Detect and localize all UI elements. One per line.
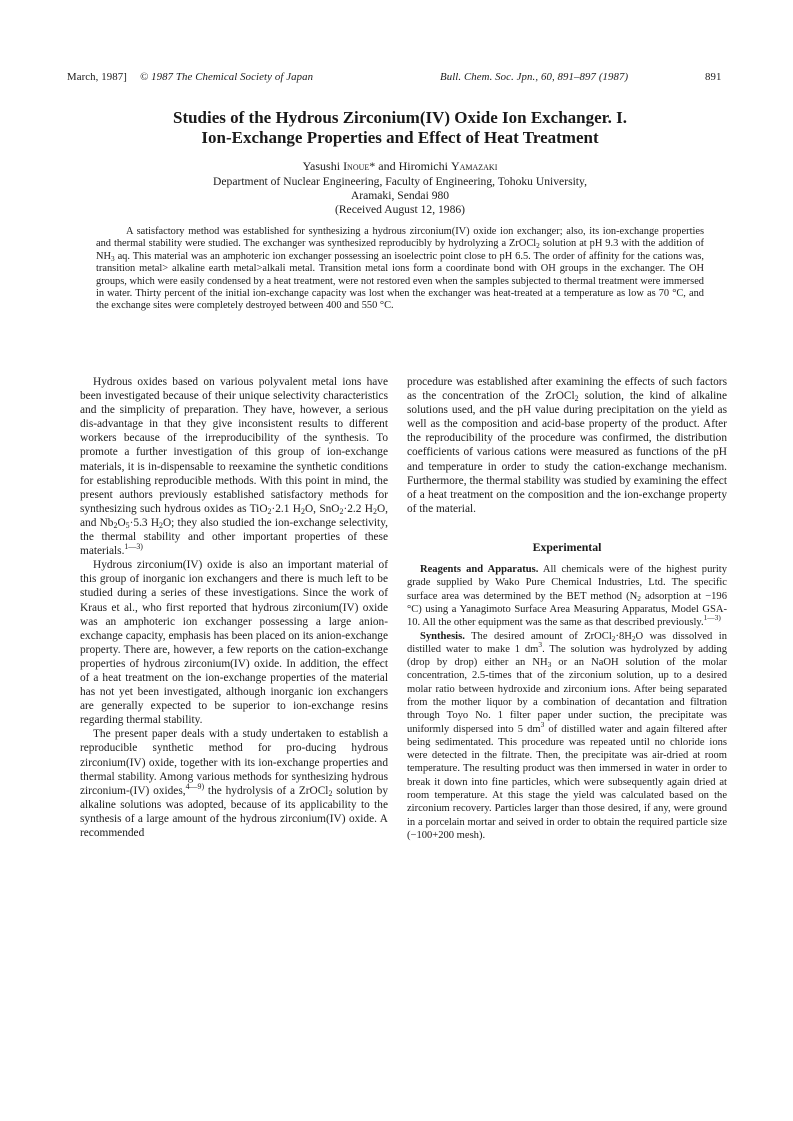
corresponding-mark: * xyxy=(369,159,376,173)
author2-first: Hiromichi xyxy=(398,159,451,173)
section-heading-experimental: Experimental xyxy=(532,539,602,554)
article-title-line-1: Studies of the Hydrous Zirconium(IV) Oxide Ion Exchanger. I. xyxy=(172,108,628,127)
body-text: ·2.2 H xyxy=(343,502,373,515)
body-text: All chemicals were of the highest purity grade supplied by Wako Pure Chemical Industries, Ltd. The specific surface area was determined by the BET method (N xyxy=(407,564,728,602)
abstract-text: solution at pH 9.3 with the addition of NH xyxy=(96,238,704,262)
body-text: . The solution was hydrolyzed by adding (drop by drop) either an NH xyxy=(407,643,727,669)
abstract-text: aq. This material was an amphoteric ion exchanger possessing an isoelectric point close to pH 6.5. The order of affinity for the cations was, transition metal> alkaline earth metal>alkali metal. Transition metal ions form a coordinate bond with OH groups in the exchanger. The OH groups, which were easily condensed by a heat treatment, were not restored even when the samples subjected to thermal treatment were immersed in water. Thirty percent of the initial ion-exchange capacity was lost when the exchanger was heat-treated at a temperature as low as 70 °C, and the exchange sites were completely destroyed between 400 and 550 °C. xyxy=(96,250,704,312)
body-text: ·5.3 H xyxy=(129,516,160,529)
journal-citation: Bull. Chem. Soc. Jpn., 60, 891–897 (1987) xyxy=(440,71,629,83)
subscript: 2 xyxy=(113,520,118,530)
superscript: 3 xyxy=(540,719,545,729)
body-text: Hydrous zirconium(IV) oxide is also an important material of this group of inorganic ion exchangers and there is much left to be studied during a series of these investigations. Since the work of Kraus et al., who first reported that hydrous zirconium(IV) oxide was an amphoteric ion exchanger possessing a large anion-exchange capacity, emphasis has been placed on its anion-exchange property. There are, however, a few reports on the cation-exchange properties of hydrous zirconium(IV) oxide. In addition, the effect of a heat treatment on the ion-exchange properties of the material has not yet been investigated, although inorganic ion exchangers are generally expected to be superior to ion-exchange resins regarding thermal stability. xyxy=(80,559,388,727)
intro-paragraph-1 xyxy=(80,375,388,558)
synthesis-paragraph xyxy=(407,630,727,843)
body-text: The desired amount of ZrOCl xyxy=(464,630,612,642)
subscript: 2 xyxy=(328,788,333,798)
body-text: solution by alkaline solutions was adopted, because of its applicability to the synthesis of a large amount of the hydrous zirconium(IV) oxide. A recommended xyxy=(80,784,388,839)
abstract xyxy=(96,226,704,313)
intro-paragraph-continued xyxy=(407,375,727,516)
body-text: The present paper deals with a study undertaken to establish a reproducible synthetic method for pro-ducing hydrous zirconium(IV) oxide, together with its ion-exchange properties and thermal stability. Among various methods for synthesizing hydrous zirconium-(IV) oxides, xyxy=(80,728,388,797)
body-text: procedure was established after examining the effects of such factors as the concentration of the ZrOCl xyxy=(407,376,727,403)
subscript: 2 xyxy=(372,506,377,516)
body-text: O; they also studied the ion-exchange selectivity, the thermal stability and other important properties of these materials. xyxy=(80,516,388,558)
reagents-paragraph xyxy=(407,563,727,629)
body-text: O, SnO xyxy=(304,502,340,515)
subscript: 2 xyxy=(631,633,636,643)
intro-paragraph-3 xyxy=(80,727,388,840)
subscript: 5 xyxy=(125,520,130,530)
subscript: 2 xyxy=(536,242,540,251)
subscript: 2 xyxy=(574,394,579,404)
body-text: ·2.1 H xyxy=(271,502,301,515)
subscript: 3 xyxy=(547,660,552,670)
subscript: 2 xyxy=(339,506,344,516)
body-text: ·8H xyxy=(615,630,632,642)
author2-last: Yamazaki xyxy=(450,159,498,173)
author-conjunction: and xyxy=(375,159,399,173)
body-text: solution, the kind of alkaline solutions used, and the pH value during precipitation on the yield as well as the composition and acid-base property of the product. After the reproducibility of the procedure was confirmed, the distribution coefficients of various cations were measured as functions of the pH and temperature in order to study the cation-exchange mechanism. Furthermore, the thermal stability was studied by examining the effect of a heat treatment on the composition and the ion-exchange property of the material. xyxy=(407,390,727,515)
body-text: O, and Nb xyxy=(80,502,388,529)
body-text: or an NaOH solution of the molar concentration, 2.5-times that of the zirconium solution, up to a desired molar ratio between hydroxide and zirconium ions. After being separated from the mother liquor by a combination of decantation and filtration through Toyo No. 1 filter paper under suction, the precipitate was uniformly dispersed into 5 dm xyxy=(407,657,727,735)
article-title-line-2: Ion-Exchange Properties and Effect of Heat Treatment xyxy=(201,128,599,147)
synthesis-heading: Synthesis. xyxy=(420,630,465,642)
body-text: O xyxy=(117,516,126,529)
subscript: 2 xyxy=(611,633,616,643)
received-date: (Received August 12, 1986) xyxy=(334,203,466,216)
body-text: O was dissolved in distilled water to make 1 dm xyxy=(407,630,727,655)
intro-paragraph-2 xyxy=(80,558,388,727)
address: Aramaki, Sendai 980 xyxy=(350,189,450,202)
subscript: 3 xyxy=(111,254,115,263)
reference-marker: 1—3) xyxy=(703,613,721,623)
author1-first: Yasushi xyxy=(302,159,344,173)
subscript: 2 xyxy=(267,506,272,516)
body-text: the hydrolysis of a ZrOCl xyxy=(204,784,329,797)
reagents-heading: Reagents and Apparatus. xyxy=(420,564,539,576)
affiliation: Department of Nuclear Engineering, Faculty of Engineering, Tohoku University, xyxy=(213,175,587,188)
author1-last: Inoue xyxy=(343,159,370,173)
subscript: 2 xyxy=(300,506,305,516)
author-line xyxy=(110,159,690,174)
copyright-notice: © 1987 The Chemical Society of Japan xyxy=(140,71,314,83)
body-text: Hydrous oxides based on various polyvalent metal ions have been investigated because of their unique selectivity characteristics and the simplicity of preparation. They have, however, a serious dis-advantage in that they give inconsistent results to different workers because of the irreproducibility of the synthesis. To promote a further investigation of this group of ion-exchange materials, it is in-dispensable to reexamine the synthetic conditions for establishing reproducible methods. With this point in mind, the present authors previously established satisfactory methods for synthesizing such hydrous oxides as TiO xyxy=(80,376,388,515)
body-text: of distilled water and again filtered after being sedimentated. This procedure was repeated until no chloride ions were detected in the filtrate. Then, the precipitate was air-dried at room temperature. The resulting product was then immersed in water in order to break it down into fine particles, which were subsequently again dried at room temperature. At this stage the yield was calculated based on the zirconium recovery. Particles larger than those desired, if any, were ground in a porcelain mortar and seived in order to obtain the required particle size (−100+200 mesh). xyxy=(407,723,727,841)
page-number: 891 xyxy=(705,71,722,83)
body-text: adsorption at −196 °C) using a Yanagimoto Surface Area Measuring Apparatus, Model GSA-10. All the other equipment was the same as that described previously. xyxy=(407,590,727,629)
right-column xyxy=(407,375,727,842)
issue-date: March, 1987] xyxy=(67,71,127,83)
subscript: 2 xyxy=(637,593,641,603)
reference-marker: 4—9) xyxy=(185,781,205,791)
left-column xyxy=(80,375,388,840)
subscript: 2 xyxy=(159,520,163,530)
abstract-text: A satisfactory method was established for synthesizing a hydrous zirconium(IV) oxide ion exchanger; also, its ion-exchange properties and thermal stability were studied. The exchanger was synthesized reproducibly by hydrolyzing a ZrOCl xyxy=(96,226,704,250)
superscript: 3 xyxy=(538,639,543,649)
reference-marker: 1—3) xyxy=(124,542,143,552)
